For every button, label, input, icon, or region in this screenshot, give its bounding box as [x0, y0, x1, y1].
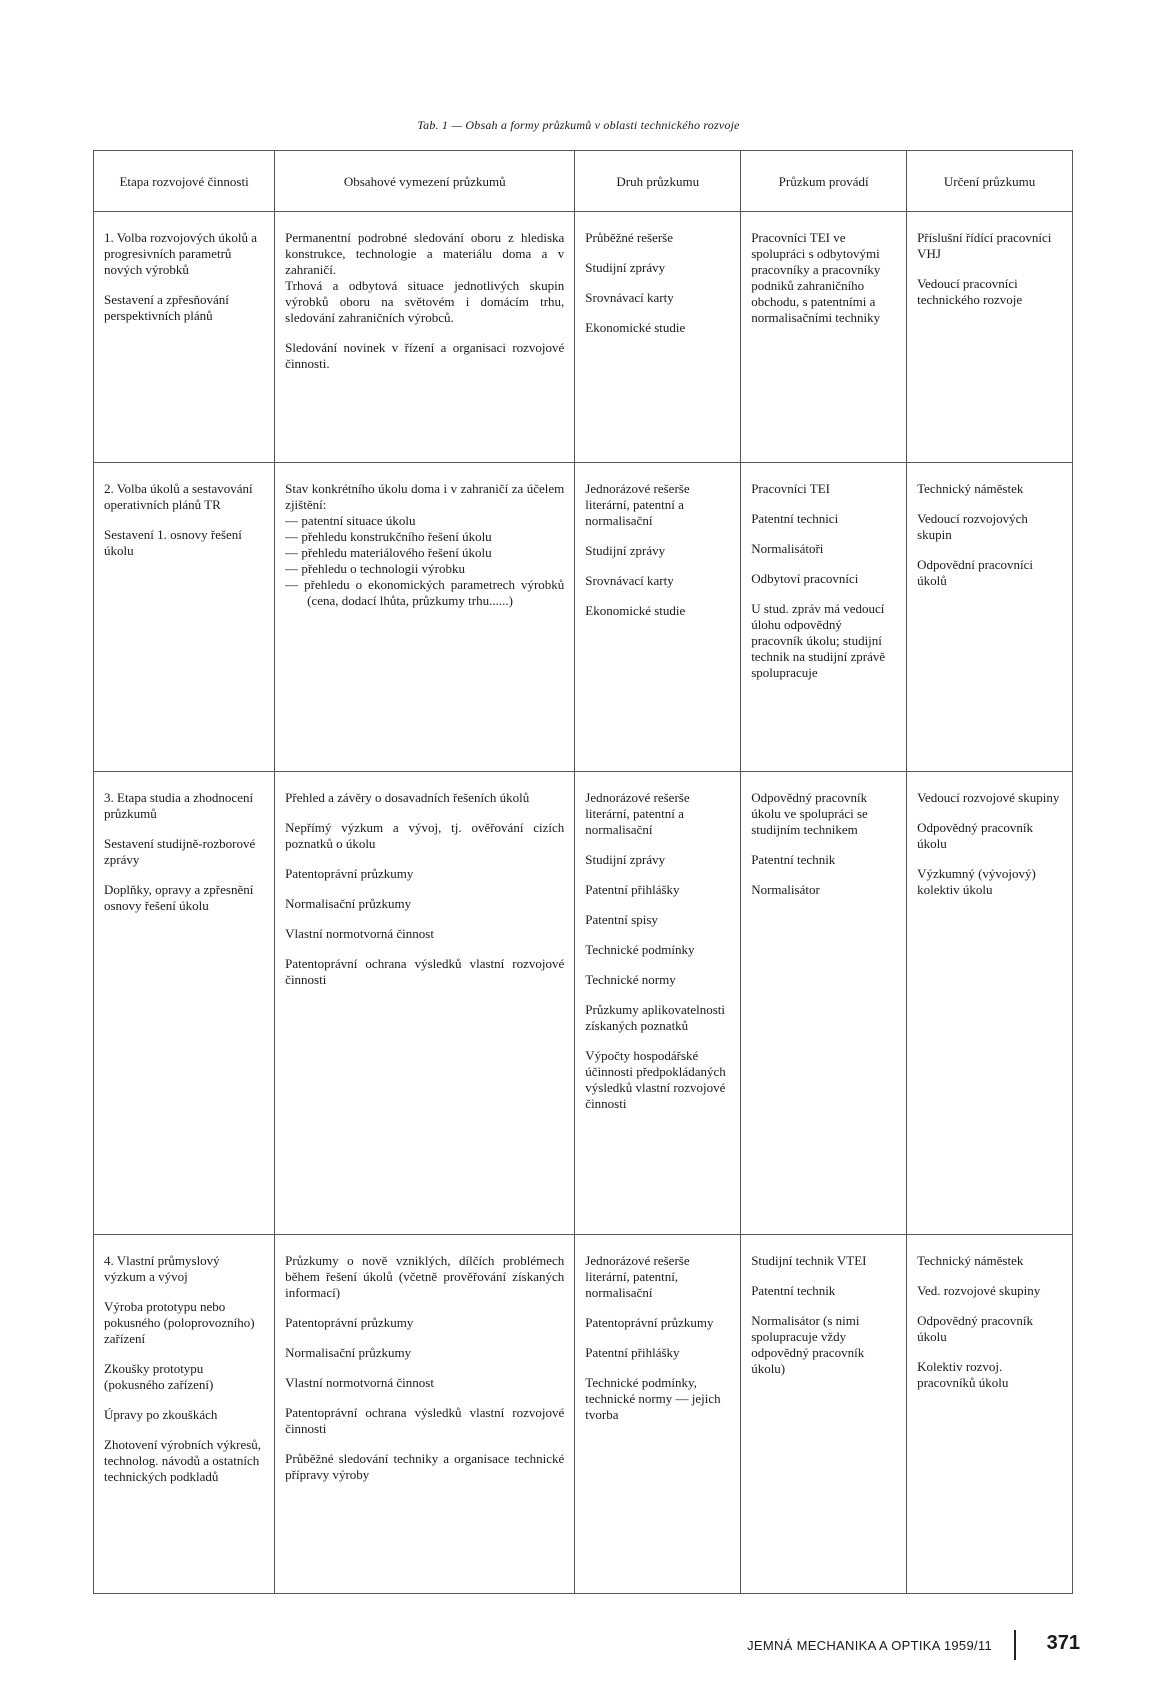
urceni-text: Vedoucí pracovníci technického rozvoje: [917, 276, 1023, 307]
research-table: [93, 150, 1073, 1594]
provadi-text: Studijní technik VTEI: [751, 1253, 867, 1268]
druh-text: Jednorázové rešerše literární, patentní a normalisační: [585, 790, 690, 837]
provadi-text: Pracovníci TEI: [751, 481, 831, 496]
cell-druh: [575, 772, 741, 1235]
obsah-text: Permanentní podrobné sledování oboru z hlediska konstrukce, technologie a materiálu doma a v zahraničí.: [285, 230, 565, 277]
etapa-text: Úpravy po zkouškách: [104, 1407, 218, 1422]
druh-text: Srovnávací karty: [585, 290, 674, 305]
druh-text: Studijní zprávy: [585, 852, 666, 867]
druh-text: Studijní zprávy: [585, 543, 666, 558]
cell-urceni: [907, 772, 1073, 1235]
table-row: [94, 463, 1073, 772]
druh-text: Jednorázové rešerše literární, patentní, normalisační: [585, 1253, 690, 1300]
provadi-text: Normalisátor (s nimi spolupracuje vždy odpovědný pracovník úkolu): [751, 1313, 865, 1376]
table-row: [94, 1235, 1073, 1594]
cell-provadi: [741, 772, 907, 1235]
obsah-text: Vlastní normotvorná činnost: [285, 1375, 434, 1390]
provadi-text: Normalisátor: [751, 882, 820, 897]
druh-text: Technické normy: [585, 972, 676, 987]
urceni-text: Výzkumný (vývojový) kolektiv úkolu: [917, 866, 1036, 897]
druh-text: Patentní přihlášky: [585, 1345, 680, 1360]
table-header-row: [94, 151, 1073, 212]
table-caption: Tab. 1 — Obsah a formy průzkumů v oblasti technického rozvoje: [417, 118, 740, 132]
cell-obsah: [275, 1235, 575, 1594]
urceni-text: Vedoucí rozvojové skupiny: [917, 790, 1060, 805]
cell-provadi: [741, 463, 907, 772]
druh-text: Patentní spisy: [585, 912, 658, 927]
obsah-text: Patentoprávní ochrana výsledků vlastní rozvojové činnosti: [285, 1405, 565, 1436]
header-provadi: Průzkum provádí: [741, 151, 907, 212]
provadi-text: Patentní technik: [751, 1283, 836, 1298]
urceni-text: Příslušní řídící pracovníci VHJ: [917, 230, 1052, 261]
cell-urceni: [907, 463, 1073, 772]
table-row: [94, 212, 1073, 463]
cell-etapa: [94, 463, 275, 772]
obsah-list-item: — přehledu o technologii výrobku: [285, 561, 465, 576]
druh-text: Ekonomické studie: [585, 320, 686, 335]
footer-divider: [1014, 1630, 1016, 1660]
urceni-text: Technický náměstek: [917, 1253, 1024, 1268]
header-urceni: Určení průzkumu: [907, 151, 1073, 212]
etapa-text: 3. Etapa studia a zhodnocení průzkumů: [104, 790, 254, 821]
obsah-text: Normalisační průzkumy: [285, 1345, 412, 1360]
header-obsah: Obsahové vymezení průzkumů: [275, 151, 575, 212]
druh-text: Technické podmínky: [585, 942, 695, 957]
druh-text: Patentní přihlášky: [585, 882, 680, 897]
obsah-text: Normalisační průzkumy: [285, 896, 412, 911]
table-row: [94, 772, 1073, 1235]
urceni-text: Odpovědní pracovníci úkolů: [917, 557, 1033, 588]
cell-urceni: [907, 212, 1073, 463]
obsah-text: Průběžné sledování techniky a organisace technické přípravy výroby: [285, 1451, 565, 1482]
cell-druh: [575, 212, 741, 463]
obsah-text: Trhová a odbytová situace jednotlivých skupin výrobků oboru na světovém i domácím trhu, sledování zahraničních výrobců.: [285, 278, 565, 325]
cell-obsah: [275, 772, 575, 1235]
obsah-text: Patentoprávní ochrana výsledků vlastní rozvojové činnosti: [285, 956, 565, 987]
druh-text: Jednorázové rešerše literární, patentní a normalisační: [585, 481, 690, 528]
etapa-text: Výroba prototypu nebo pokusného (poloprovozního) zařízení: [104, 1299, 255, 1346]
cell-druh: [575, 1235, 741, 1594]
druh-text: Průběžné rešerše: [585, 230, 674, 245]
etapa-text: Zkoušky prototypu (pokusného zařízení): [104, 1361, 214, 1392]
cell-urceni: [907, 1235, 1073, 1594]
cell-etapa: [94, 1235, 275, 1594]
provadi-text: Odpovědný pracovník úkolu ve spolupráci se studijním technikem: [751, 790, 868, 837]
etapa-text: Doplňky, opravy a zpřesnění osnovy řešení úkolu: [104, 882, 254, 913]
urceni-text: Ved. rozvojové skupiny: [917, 1283, 1041, 1298]
cell-etapa: [94, 772, 275, 1235]
etapa-text: Sestavení a zpřesňování perspektivních plánů: [104, 292, 229, 323]
obsah-text: Vlastní normotvorná činnost: [285, 926, 434, 941]
obsah-text: Sledování novinek v řízení a organisaci rozvojové činnosti.: [285, 340, 565, 371]
urceni-text: Odpovědný pracovník úkolu: [917, 820, 1033, 851]
page-footer: [740, 1630, 1080, 1660]
journal-name: JEMNÁ MECHANIKA A OPTIKA 1959/11: [747, 1638, 992, 1653]
obsah-text: Průzkumy o nově vzniklých, dílčích problémech během řešení úkolů (včetně prověřování získaných informací): [285, 1253, 565, 1300]
provadi-text: Pracovníci TEI ve spolupráci s odbytovými pracovníky a pracovníky podniků zahraničního obchodu, s patentními a normalisačními techniky: [751, 230, 881, 325]
urceni-text: Vedoucí rozvojových skupin: [917, 511, 1028, 542]
etapa-text: Sestavení studijně-rozborové zprávy: [104, 836, 256, 867]
druh-text: Ekonomické studie: [585, 603, 686, 618]
cell-druh: [575, 463, 741, 772]
cell-provadi: [741, 212, 907, 463]
urceni-text: Odpovědný pracovník úkolu: [917, 1313, 1033, 1344]
cell-provadi: [741, 1235, 907, 1594]
druh-text: Technické podmínky, technické normy — jejich tvorba: [585, 1375, 721, 1422]
etapa-text: Sestavení 1. osnovy řešení úkolu: [104, 527, 242, 558]
cell-obsah: [275, 463, 575, 772]
provadi-text: Patentní technici: [751, 511, 839, 526]
etapa-text: Zhotovení výrobních výkresů, technolog. návodů a ostatních technických podkladů: [104, 1437, 262, 1484]
druh-text: Výpočty hospodářské účinnosti předpokládaných výsledků vlastní rozvojové činnosti: [585, 1048, 726, 1111]
provadi-text: Odbytoví pracovníci: [751, 571, 859, 586]
obsah-list-item: — přehledu o ekonomických parametrech výrobků (cena, dodací lhůta, průzkumy trhu......): [285, 577, 565, 608]
cell-obsah: [275, 212, 575, 463]
obsah-list-item: — přehledu konstrukčního řešení úkolu: [285, 529, 492, 544]
obsah-text: Patentoprávní průzkumy: [285, 1315, 414, 1330]
druh-text: Patentoprávní průzkumy: [585, 1315, 714, 1330]
druh-text: Studijní zprávy: [585, 260, 666, 275]
urceni-text: Technický náměstek: [917, 481, 1024, 496]
etapa-text: 1. Volba rozvojových úkolů a progresivních parametrů nových výrobků: [104, 230, 257, 277]
header-druh: Druh průzkumu: [575, 151, 741, 212]
obsah-text: Nepřímý výzkum a vývoj, tj. ověřování cizích poznatků o úkolu: [285, 820, 565, 851]
etapa-text: 4. Vlastní průmyslový výzkum a vývoj: [104, 1253, 220, 1284]
druh-text: Průzkumy aplikovatelnosti získaných poznatků: [585, 1002, 726, 1033]
obsah-list-item: — přehledu materiálového řešení úkolu: [285, 545, 492, 560]
obsah-list-item: — patentní situace úkolu: [285, 513, 416, 528]
provadi-text: U stud. zpráv má vedoucí úlohu odpovědný pracovník úkolu; studijní technik na studijní zprávě spolupracuje: [751, 601, 886, 680]
provadi-text: Patentní technik: [751, 852, 836, 867]
urceni-text: Kolektiv rozvoj. pracovníků úkolu: [917, 1359, 1009, 1390]
etapa-text: 2. Volba úkolů a sestavování operativních plánů TR: [104, 481, 253, 512]
cell-etapa: [94, 212, 275, 463]
druh-text: Srovnávací karty: [585, 573, 674, 588]
header-etapa: Etapa rozvojové činnosti: [94, 151, 275, 212]
obsah-text: Patentoprávní průzkumy: [285, 866, 414, 881]
obsah-intro: Stav konkrétního úkolu doma i v zahraničí za účelem zjištění:: [285, 481, 565, 512]
obsah-text: Přehled a závěry o dosavadních řešeních úkolů: [285, 790, 530, 805]
provadi-text: Normalisátoři: [751, 541, 824, 556]
page-number: 371: [1046, 1632, 1080, 1654]
